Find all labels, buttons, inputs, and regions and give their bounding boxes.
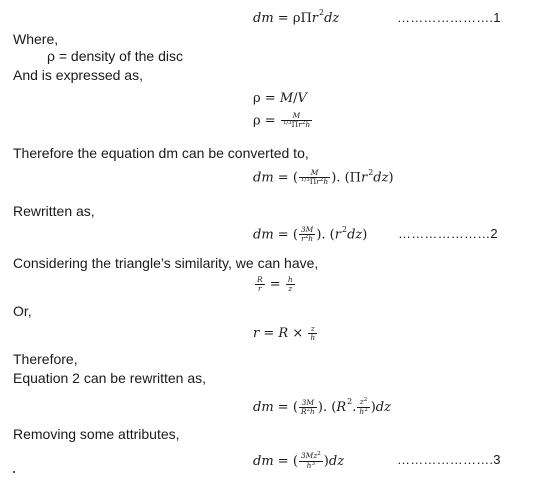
text-rewritten: Rewritten as, (13, 203, 95, 219)
text-rho-definition: ρ = density of the disc (47, 48, 183, 64)
equation-dm-converted: dm = ( $\frac{M}{^{1/3}\Pi r^2h}$ ). $(\Pi r^2dz)$ (253, 167, 394, 186)
text-therefore: Therefore, (13, 351, 78, 367)
text-therefore-converted: Therefore the equation dm can be converted to, (13, 145, 309, 161)
text-similarity: Considering the triangle’s similarity, we can have, (13, 255, 319, 271)
text-expressed: And is expressed as, (13, 67, 143, 83)
equation-r: r = R × $\frac{z}{h}$ (253, 324, 316, 342)
equation-2: dm = ( $\frac{3M}{r^2h}$ ). $(r^2dz)$ (253, 224, 368, 243)
equation-rho-mv: ρ = M/V (253, 91, 307, 106)
equation-number-1: 1 (493, 10, 501, 25)
equation-3: dm = ( $\frac{3Mz^2}{h^3}$ )dz (253, 451, 345, 470)
equation-dm-substituted: dm = ( $\frac{3M}{R^2h}$ ). ($R^2$. $\frac{z^2}{h^2}$ )dz (253, 397, 391, 416)
text-removing: Removing some attributes, (13, 426, 180, 442)
equation-1-leader: ………………….1 (397, 10, 501, 25)
text-eq2-rewritten: Equation 2 can be rewritten as, (13, 370, 207, 386)
equation-number-2: 2 (490, 226, 498, 241)
equation-2-leader: …………………2 (398, 226, 498, 241)
equation-number-3: 3 (493, 452, 501, 467)
text-or: Or, (13, 303, 32, 319)
equation-similarity: $\frac{R}{r}$ = $\frac{h}{z}$ (257, 275, 293, 293)
equation-rho-cone: ρ = $\frac{M}{^{1/3}\Pi r^2h}$ (253, 111, 311, 129)
text-where: Where, (13, 31, 59, 47)
stray-dot (13, 471, 15, 473)
equation-3-leader: ………………….3 (397, 452, 501, 467)
equation-1: dm = ρΠr$^2$dz (253, 8, 340, 26)
